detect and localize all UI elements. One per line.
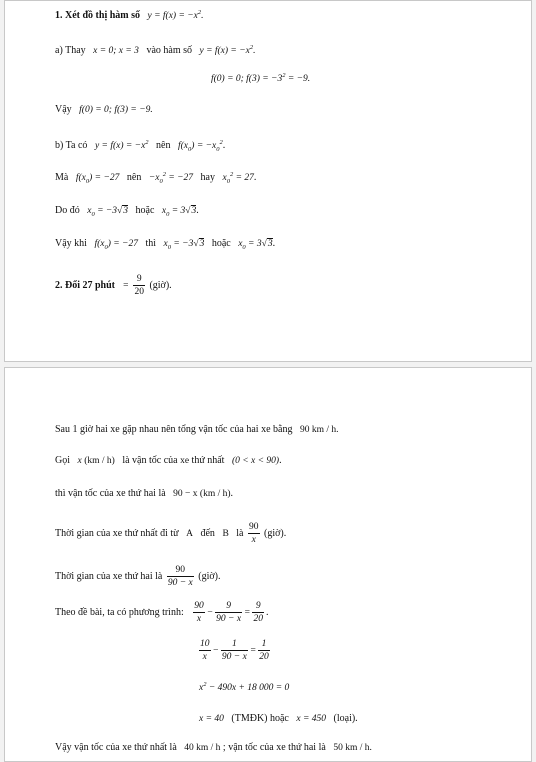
- x-values: x = 0; x = 3: [93, 46, 139, 56]
- first-time-line: Thời gian của xe thứ nhất đi từ A đến B là $\frac{90}{x}$ (giờ).: [55, 522, 287, 545]
- nen-text: nên: [156, 140, 171, 151]
- do-do-text: Do đó: [55, 205, 80, 216]
- page-1: [4, 0, 532, 362]
- page-2: [4, 367, 532, 762]
- conclusion-a-line: [55, 103, 153, 117]
- function-eq: $y = f(x) = -x^2$.: [147, 8, 204, 21]
- ma-line: Mà $f(x_0) = -27$ nên $-x_0^2 = -27$ hay $x_0^2 = 27$.: [55, 170, 257, 185]
- item-1-line: [55, 9, 204, 23]
- vay-khi-line: Vậy khi $f(x_0) = -27$ thì $x_0 = -3√3$ hoặc $x_0 = 3√3$.: [55, 238, 276, 251]
- item-2-line: 2. Đổi 27 phút = $\frac{9}{20}$ (giờ).: [55, 274, 172, 297]
- fraction-9-20: $\frac{9}{20}$: [134, 274, 144, 297]
- item-2-label: 2. Đổi 27 phút: [55, 279, 116, 291]
- do-do-line: Do đó $x_0 = -3√3$ hoặc $x_0 = 3√3$.: [55, 205, 199, 218]
- function-eq-a: $y = f(x) = -x^2$.: [199, 43, 256, 56]
- calc-line: f(0) = 0; $f(3) = -3^2 = -9$.: [211, 71, 311, 84]
- gio-text: (giờ).: [149, 279, 172, 291]
- part-b-line: b) Ta có $y = f(x) = -x^2$ nên $f(x_0) = -x_0^2$.: [55, 138, 226, 153]
- second-speed-line: thì vận tốc của xe thứ hai là 90 − x (km / h).: [55, 488, 234, 499]
- conclusion-a: f(0) = 0; f(3) = −9.: [79, 105, 153, 115]
- hoac-text: hoặc: [135, 205, 155, 216]
- fraction-90-x: $\frac{90}{x}$: [249, 522, 259, 545]
- final-answer-line: Vậy vận tốc của xe thứ nhất là 40 km / h ; vận tốc của xe thứ hai là 50 km / h.: [55, 742, 372, 753]
- solution-line: x = 40 (TMĐK) hoặc x = 450 (loại).: [199, 713, 358, 724]
- vay-text: Vậy: [55, 104, 72, 115]
- equation-3-line: $x^2 - 490x + 18$ 000 = 0: [199, 680, 290, 693]
- equation-2-line: $\frac{10}{x}$ − $\frac{1}{90 - x}$ = $\frac{1}{20}$: [200, 639, 269, 662]
- hay-text: hay: [200, 172, 215, 183]
- item-1-label: 1. Xét đồ thị hàm số: [55, 10, 141, 21]
- part-a-line: [55, 44, 255, 58]
- ma-text: Mà: [55, 172, 69, 183]
- fraction-90-90x: $\frac{90}{90 - x}$: [167, 565, 193, 588]
- into-function-text: vào hàm số: [146, 45, 192, 56]
- vay-khi-text: Vậy khi: [55, 238, 87, 249]
- variable-line: Gọi x (km / h) là vận tốc của xe thứ nhất (0 < x < 90).: [55, 455, 282, 466]
- part-b-intro: b) Ta có: [55, 140, 88, 151]
- part-a-intro: a) Thay: [55, 45, 86, 56]
- thi-text: thì: [145, 238, 157, 249]
- speed-sum-line: Sau 1 giờ hai xe gặp nhau nên tổng vận tốc của hai xe bằng 90 km / h.: [55, 424, 339, 435]
- second-time-line: Thời gian của xe thứ hai là $\frac{90}{90 - x}$ (giờ).: [55, 565, 221, 588]
- equation-1-line: Theo đề bài, ta có phương trình: $\frac{90}{x}$ − $\frac{9}{90 - x}$ = $\frac{9}{20}$ .: [55, 601, 269, 624]
